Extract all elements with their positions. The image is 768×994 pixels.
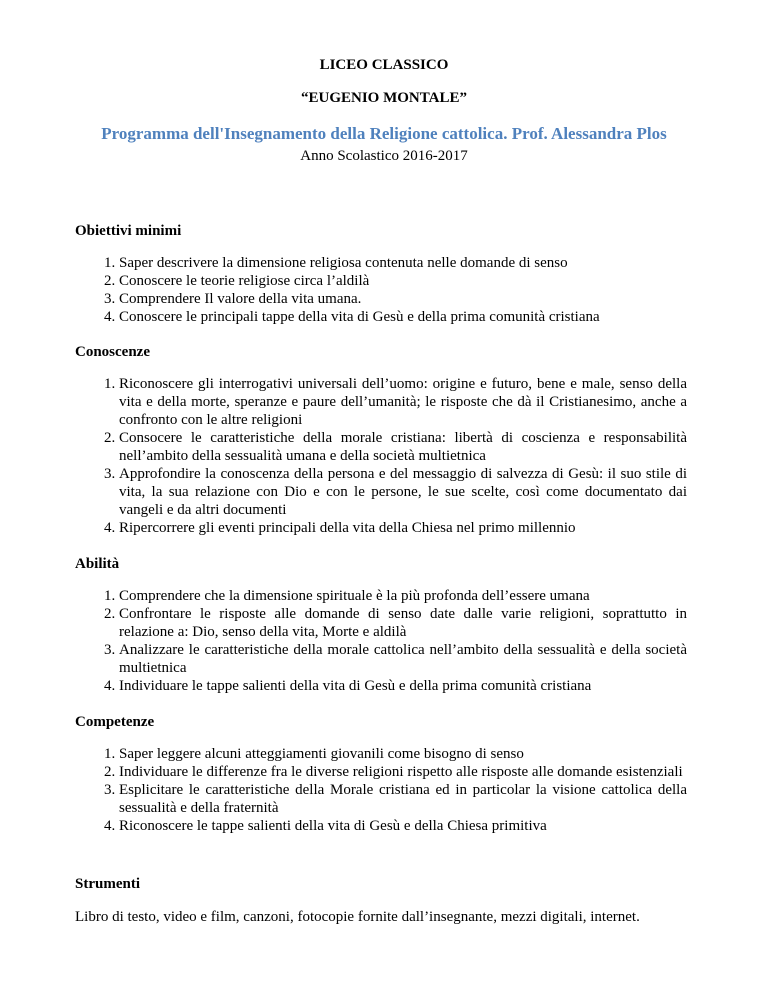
document-title: Programma dell'Insegnamento della Religione cattolica. Prof. Alessandra Plos [101,124,667,143]
school-year: Anno Scolastico 2016-2017 [300,148,468,164]
list-item: 1. Saper leggere alcuni atteggiamenti giovanili come bisogno di senso [119,745,687,763]
section-obiettivi [75,222,687,326]
section-heading-conoscenze: Conoscenze [75,344,150,360]
list-item: 4. Individuare le tappe salienti della vita di Gesù e della prima comunità cristiana [119,677,687,695]
list-item: 3. Esplicitare le caratteristiche della Morale cristiana ed in particolar la visione cattolica della sessualità e della fraternità [119,781,687,817]
list-item: 2. Individuare le differenze fra le diverse religioni rispetto alle risposte alle domande esistenziali [119,763,687,781]
list-conoscenze [75,375,687,537]
section-heading-obiettivi: Obiettivi minimi [75,223,182,239]
list-item: 2. Conoscere le teorie religiose circa l’aldilà [119,272,687,290]
school-type: LICEO CLASSICO [319,57,449,73]
list-item: 2. Confrontare le risposte alle domande di senso date dalle varie religioni, soprattutto in relazione a: Dio, senso della vita, Morte e aldilà [119,605,687,641]
strumenti-text: Libro di testo, video e film, canzoni, fotocopie fornite dall’insegnante, mezzi digitali, internet. [75,909,640,925]
list-item: 3. Analizzare le caratteristiche della morale cattolica nell’ambito della sessualità e della società multietnica [119,641,687,677]
section-conoscenze [75,343,687,537]
list-item: 2. Consocere le caratteristiche della morale cristiana: libertà di coscienza e responsabilità nell’ambito della sessualità umana e della società multietnica [119,429,687,465]
list-item: 3. Approfondire la conoscenza della persona e del messaggio di salvezza di Gesù: il suo stile di vita, la sua relazione con Dio e con le persone, le sue scelte, così come documentato dai vangeli e da altri documenti [119,465,687,519]
list-obiettivi [75,254,687,326]
list-item: 4. Riconoscere le tappe salienti della vita di Gesù e della Chiesa primitiva [119,817,687,835]
list-item: 1. Saper descrivere la dimensione religiosa contenuta nelle domande di senso [119,254,687,272]
section-competenze [75,713,687,835]
list-item: 1. Riconoscere gli interrogativi universali dell’uomo: origine e futuro, bene e male, senso della vita e della morte, speranze e paure dell’umanità; le risposte che dà il Cristianesimo, anche a confronto con le altre religioni [119,375,687,429]
document-header [0,56,768,165]
section-heading-competenze: Competenze [75,714,155,730]
section-strumenti [75,875,687,926]
list-abilita [75,587,687,695]
list-item: 3. Comprendere Il valore della vita umana. [119,290,687,308]
list-competenze [75,745,687,835]
list-item: 1. Comprendere che la dimensione spirituale è la più profonda dell’essere umana [119,587,687,605]
section-heading-abilita: Abilità [75,556,120,572]
section-heading-strumenti: Strumenti [75,876,140,892]
school-name: “EUGENIO MONTALE” [301,90,467,106]
list-item: 4. Ripercorrere gli eventi principali della vita della Chiesa nel primo millennio [119,519,687,537]
section-abilita [75,555,687,695]
list-item: 4. Conoscere le principali tappe della vita di Gesù e della prima comunità cristiana [119,308,687,326]
